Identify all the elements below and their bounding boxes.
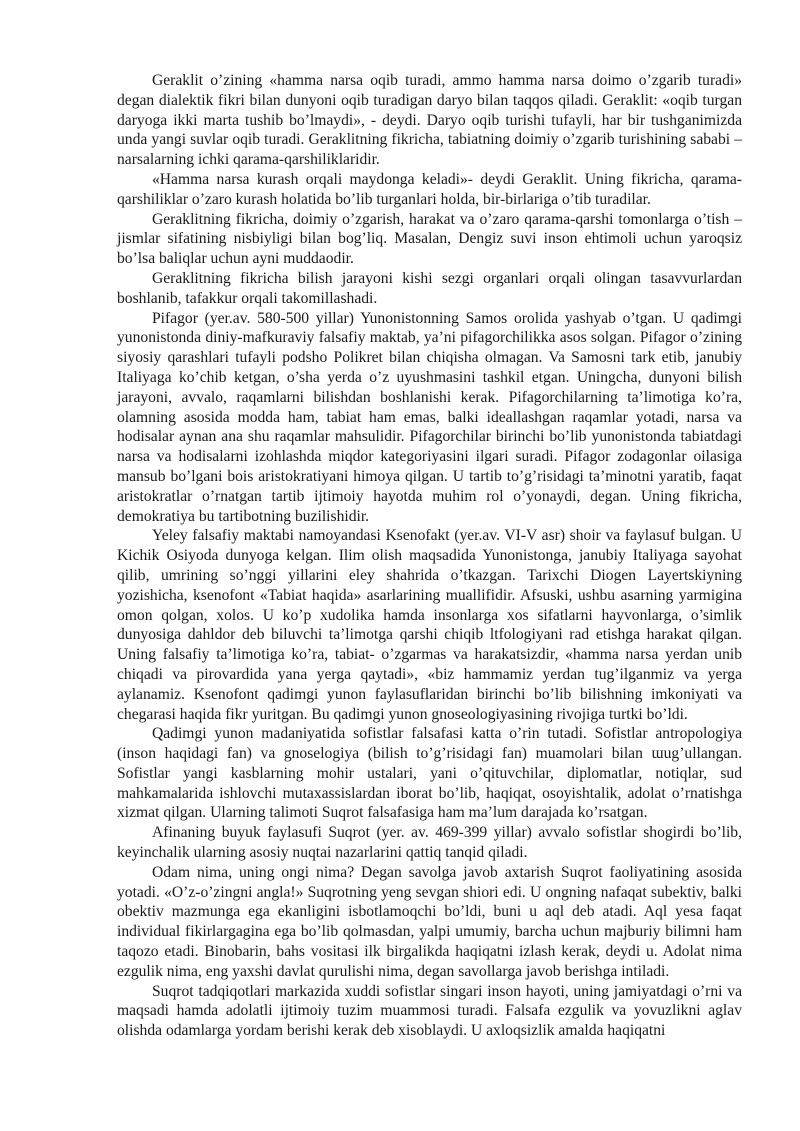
paragraph: Odam nima, uning ongi nima? Degan savolga javob axtarish Suqrot faoliyatining asosida yotadi. «O’z-o’zingni angla!» Suqrotning yeng sevgan shiori edi. U ongning nafaqat subektiv, balki obektiv mazmunga ega ekanligini isbotlamoqchi bo’ldi, buni u aql deb atadi. Aql yesa faqat individual fikirlargagina ega bo’lib qolmasdan, yalpi umumiy, barcha uchun majburiy bilimni ham taqozo etadi. Binobarin, bahs vositasi ilk birgalikda haqiqatni izlash kerak, deydi u. Adolat nima ezgulik nima, eng yaxshi davlat qurulishi nima, degan savollarga javob berishga intiladi. bbox=[117, 863, 742, 980]
paragraph: Qadimgi yunon madaniyatida sofistlar falsafasi katta o’rin tutadi. Sofistlar antropologiya (inson haqidagi fan) va gnoselogiya (bilish to’g’risidagi fan) muamolari bilan ɯug’ullangan. Sofistlar yangi kasblarning mohir ustalari, yani o’qituvchilar, diplomatlar, notiqlar, sud mahkamalarida ishlovchi mutaxassislardan iborat bo’lib, haqiqat, osoyishtalik, adolat o’rnatishga xizmat qilgan. Ularning talimoti Suqrot falsafasiga ham ma’lum darajada ko’rsatgan. bbox=[117, 725, 742, 822]
paragraph: Yeley falsafiy maktabi namoyandasi Ksenofakt (yer.av. VI-V asr) shoir va faylasuf bulgan. U Kichik Osiyoda dunyoga kelgan. Ilim olish maqsadida Yunonistonga, janubiy Italiyaga sayohat qilib, umrining so’nggi yillarini eley shahrida o’tkazgan. Tarixchi Diogen Layertskiyning yozishicha, ksenofont «Tabiat haqida» asarlarining muallifidir. Afsuski, ushbu asarning yarmigina omon qolgan, xolos. U ko’p xudolika hamda insonlarga xos sifatlarni hayvonlarga, o’simlik dunyosiga dahldor deb biluvchi ta’limotga qarshi chiqib ltfologiyani rad etishga harakat qilgan. Uning falsafiy ta’limotiga ko’ra, tabiat- o’zgarmas va harakatsizdir, «hamma narsa yerdan unib chiqadi va pirovardida yana yerga qaytadi», «biz hammamiz yerdan tug’ilganmiz va yerga aylanamiz. Ksenofont qadimgi yunon faylasuflaridan birinchi bo’lib bilishning imkoniyati va chegarasi haqida fikr yuritgan. Bu qadimgi yunon gnoseologiyasining rivojiga turtki bo’ldi. bbox=[117, 527, 742, 723]
paragraph: Geraklitning fikricha, doimiy o’zgarish, harakat va o’zaro qarama-qarshi tomonlarga o’tish – jismlar sifatining nisbiyligi bilan bog’liq. Masalan, Dengiz suvi inson ehtimoli uchun yaroqsiz bo’lsa baliqlar uchun ayni muddaodir. bbox=[117, 210, 742, 268]
paragraph: Geraklitning fikricha bilish jarayoni kishi sezgi organlari orqali olingan tasavvurlardan boshlanib, tafakkur orqali takomillashadi. bbox=[117, 269, 742, 307]
paragraph: Suqrot tadqiqotlari markazida xuddi sofistlar singari inson hayoti, uning jamiyatdagi o’rni va maqsadi hamda adolatli ijtimoiy tuzim muammosi turadi. Falsafa ezgulik va yovuzlikni aglav olishda odamlarga yordam berishi kerak deb xisoblaydi. U axloqsizlik amalda haqiqatni bbox=[117, 982, 742, 1040]
paragraph: Afinaning buyuk faylasufi Suqrot (yer. av. 469-399 yillar) avvalo sofistlar shogirdi bo’lib, keyinchalik ularning asosiy nuqtai nazarlarini qattiq tanqid qiladi. bbox=[117, 824, 742, 862]
paragraph: Geraklit o’zining «hamma narsa oqib turadi, ammo hamma narsa doimo o’zgarib turadi» degan dialektik fikri bilan dunyoni oqib turadigan daryo bilan taqqos qiladi. Geraklit: «oqib turgan daryoga ikki marta tushib bo’lmaydi», - deydi. Daryo oqib turishi tufayli, har bir tushganimizda unda yangi suvlar oqib turadi. Geraklitning fikricha, tabiatning doimiy o’zgarib turishining sababi – narsalarning ichki qarama-qarshiliklaridir. bbox=[117, 72, 742, 169]
paragraph: Pifagor (yer.av. 580-500 yillar) Yunonistonning Samos orolida yashyab o’tgan. U qadimgi yunonistonda diniy-mafkuraviy falsafiy maktab, ya’ni pifagorchilikka asos solgan. Pifagor o’zining siyosiy qarashlari tufayli podsho Polikret bilan chiqisha olmagan. Va Samosni tark etib, janubiy Italiyaga ko’chib ketgan, o’sha yerda o’z uyushmasini tashkil etgan. Uningcha, dunyoni bilish jarayoni, avvalo, raqamlarni bilishdan boshlanishi kerak. Pifagorchilarning ta’limotiga ko’ra, olamning asosida modda ham, tabiat ham emas, balki ideallashgan raqamlar yotadi, narsa va hodisalar aynan ana shu raqamlar mahsulidir. Pifagorchilar birinchi bo’lib yunonistonda tabiatdagi narsa va hodisalarni izohlashda miqdor kategoriyasini ilgari suradi. Pifagor zodagonlar oilasiga mansub bo’lgani bois aristokratiyani himoya qilgan. U tartib to’g’risidagi ta’minotni yaratib, faqat aristokratlar o’rnatgan tartib ijtimoiy hayotda muhim rol o’yonaydi, degan. Uning fikricha, demokratiya bu tartibotning buzilishidir. bbox=[117, 309, 742, 525]
paragraph: «Hamma narsa kurash orqali maydonga keladi»- deydi Geraklit. Uning fikricha, qarama-qarshiliklar o’zaro kurash holatida bo’lib turganlari holda, bir-birlariga o’tib turadilar. bbox=[117, 170, 742, 208]
